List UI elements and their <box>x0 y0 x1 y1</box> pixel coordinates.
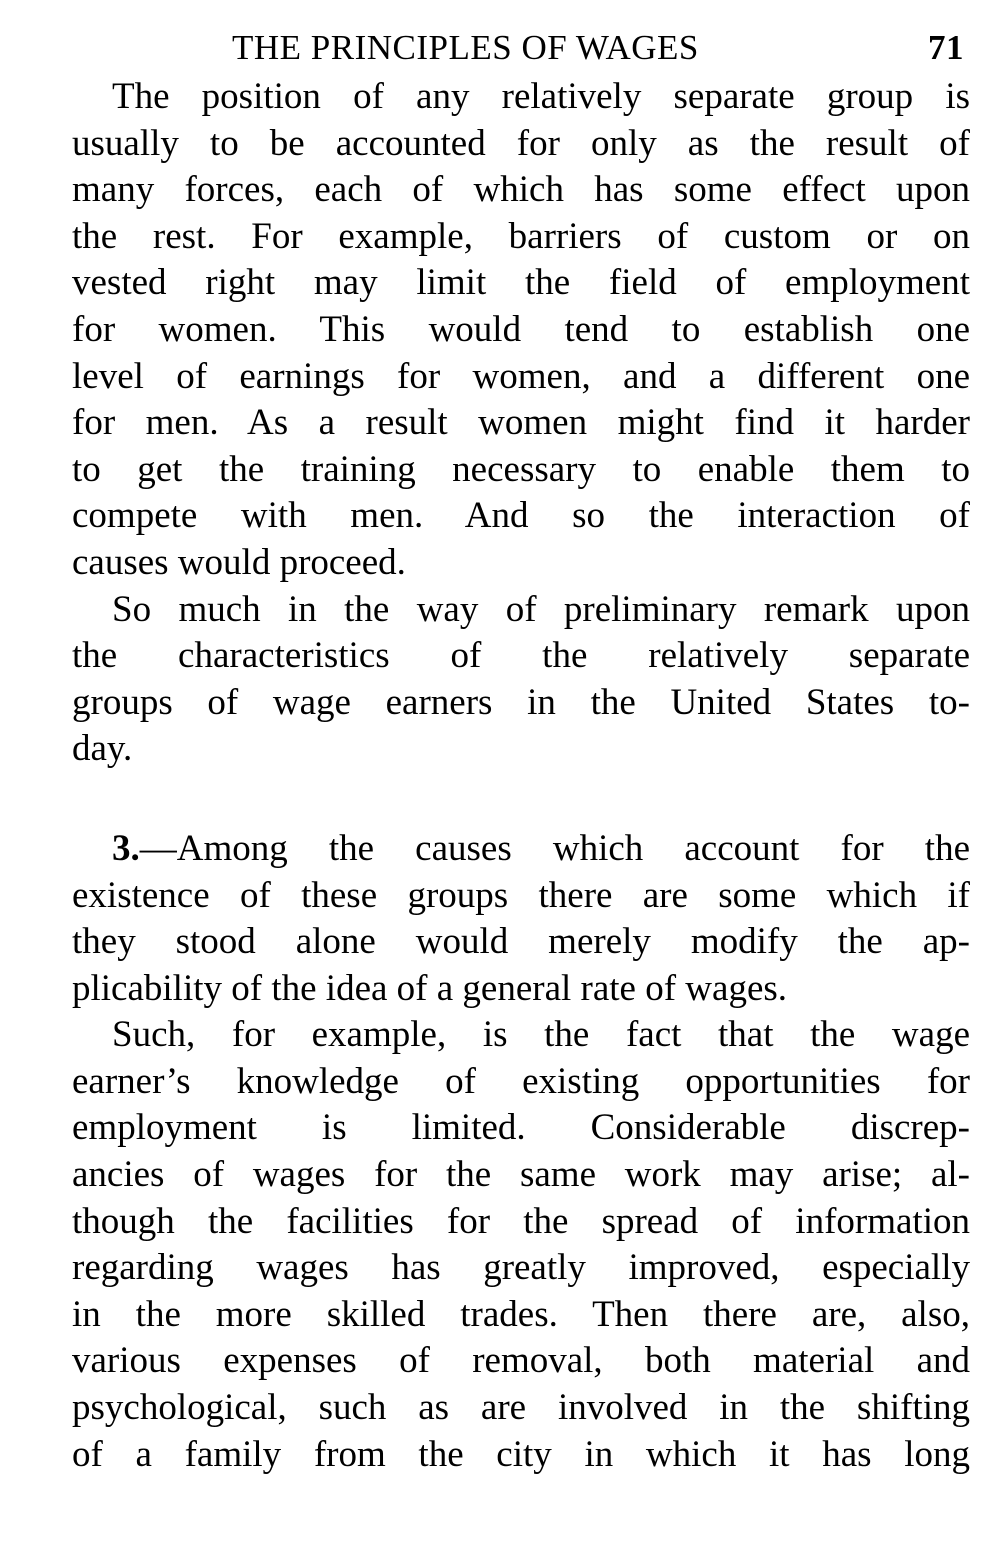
page-number: 71 <box>928 28 964 67</box>
text-line: compete with men. And so the interaction of <box>72 495 970 537</box>
text-line: many forces, each of which has some effect upon <box>72 169 970 211</box>
text-line: employment is limited. Considerable discrep- <box>72 1107 970 1149</box>
text-line: earner’s knowledge of existing opportunities for <box>72 1060 970 1102</box>
text-line: vested right may limit the field of employment <box>72 262 970 304</box>
text-line: in the more skilled trades. Then there are, also, <box>72 1293 970 1335</box>
text-line: though the facilities for the spread of information <box>72 1200 970 1242</box>
text-line: groups of wage earners in the United States to- <box>72 681 970 723</box>
text-line: for women. This would tend to establish one <box>72 308 970 350</box>
text-line: level of earnings for women, and a different one <box>72 355 970 397</box>
section-opening-text: —Among the causes which account for the <box>139 827 970 869</box>
text-line: they stood alone would merely modify the ap- <box>72 921 970 963</box>
text-line: So much in the way of preliminary remark upon <box>112 588 970 630</box>
text-line: the characteristics of the relatively separate <box>72 635 970 677</box>
running-title: THE PRINCIPLES OF WAGES <box>232 28 699 67</box>
text-line: regarding wages has greatly improved, especially <box>72 1247 970 1289</box>
text-line: The position of any relatively separate group is <box>112 76 970 117</box>
paragraph-group-position <box>72 74 970 587</box>
section-number: 3. <box>112 827 140 869</box>
text-line: usually to be accounted for only as the result of <box>72 122 970 164</box>
text-line <box>72 826 970 873</box>
text-line: day. <box>72 728 133 770</box>
text-line: ancies of wages for the same work may arise; al- <box>72 1154 970 1196</box>
book-page <box>72 28 970 1478</box>
paragraph-preliminary-remark <box>72 587 970 773</box>
text-line: various expenses of removal, both material and <box>72 1340 970 1382</box>
text-line: causes would proceed. <box>72 541 406 583</box>
text-line: psychological, such as are involved in the shifting <box>72 1387 970 1429</box>
text-line: the rest. For example, barriers of custom or on <box>72 215 970 257</box>
text-line: for men. As a result women might find it harder <box>72 402 970 444</box>
section-gap <box>72 773 970 826</box>
text-line: to get the training necessary to enable them to <box>72 448 970 490</box>
text-line: plicability of the idea of a general rate of wages. <box>72 967 788 1009</box>
running-header <box>72 28 970 74</box>
text-line: Such, for example, is the fact that the wage <box>112 1014 970 1056</box>
paragraph-knowledge-limited <box>72 1012 970 1478</box>
paragraph-section-3 <box>72 826 970 1012</box>
text-line: of a family from the city in which it has long <box>72 1433 970 1475</box>
text-line: existence of these groups there are some which if <box>72 874 970 916</box>
